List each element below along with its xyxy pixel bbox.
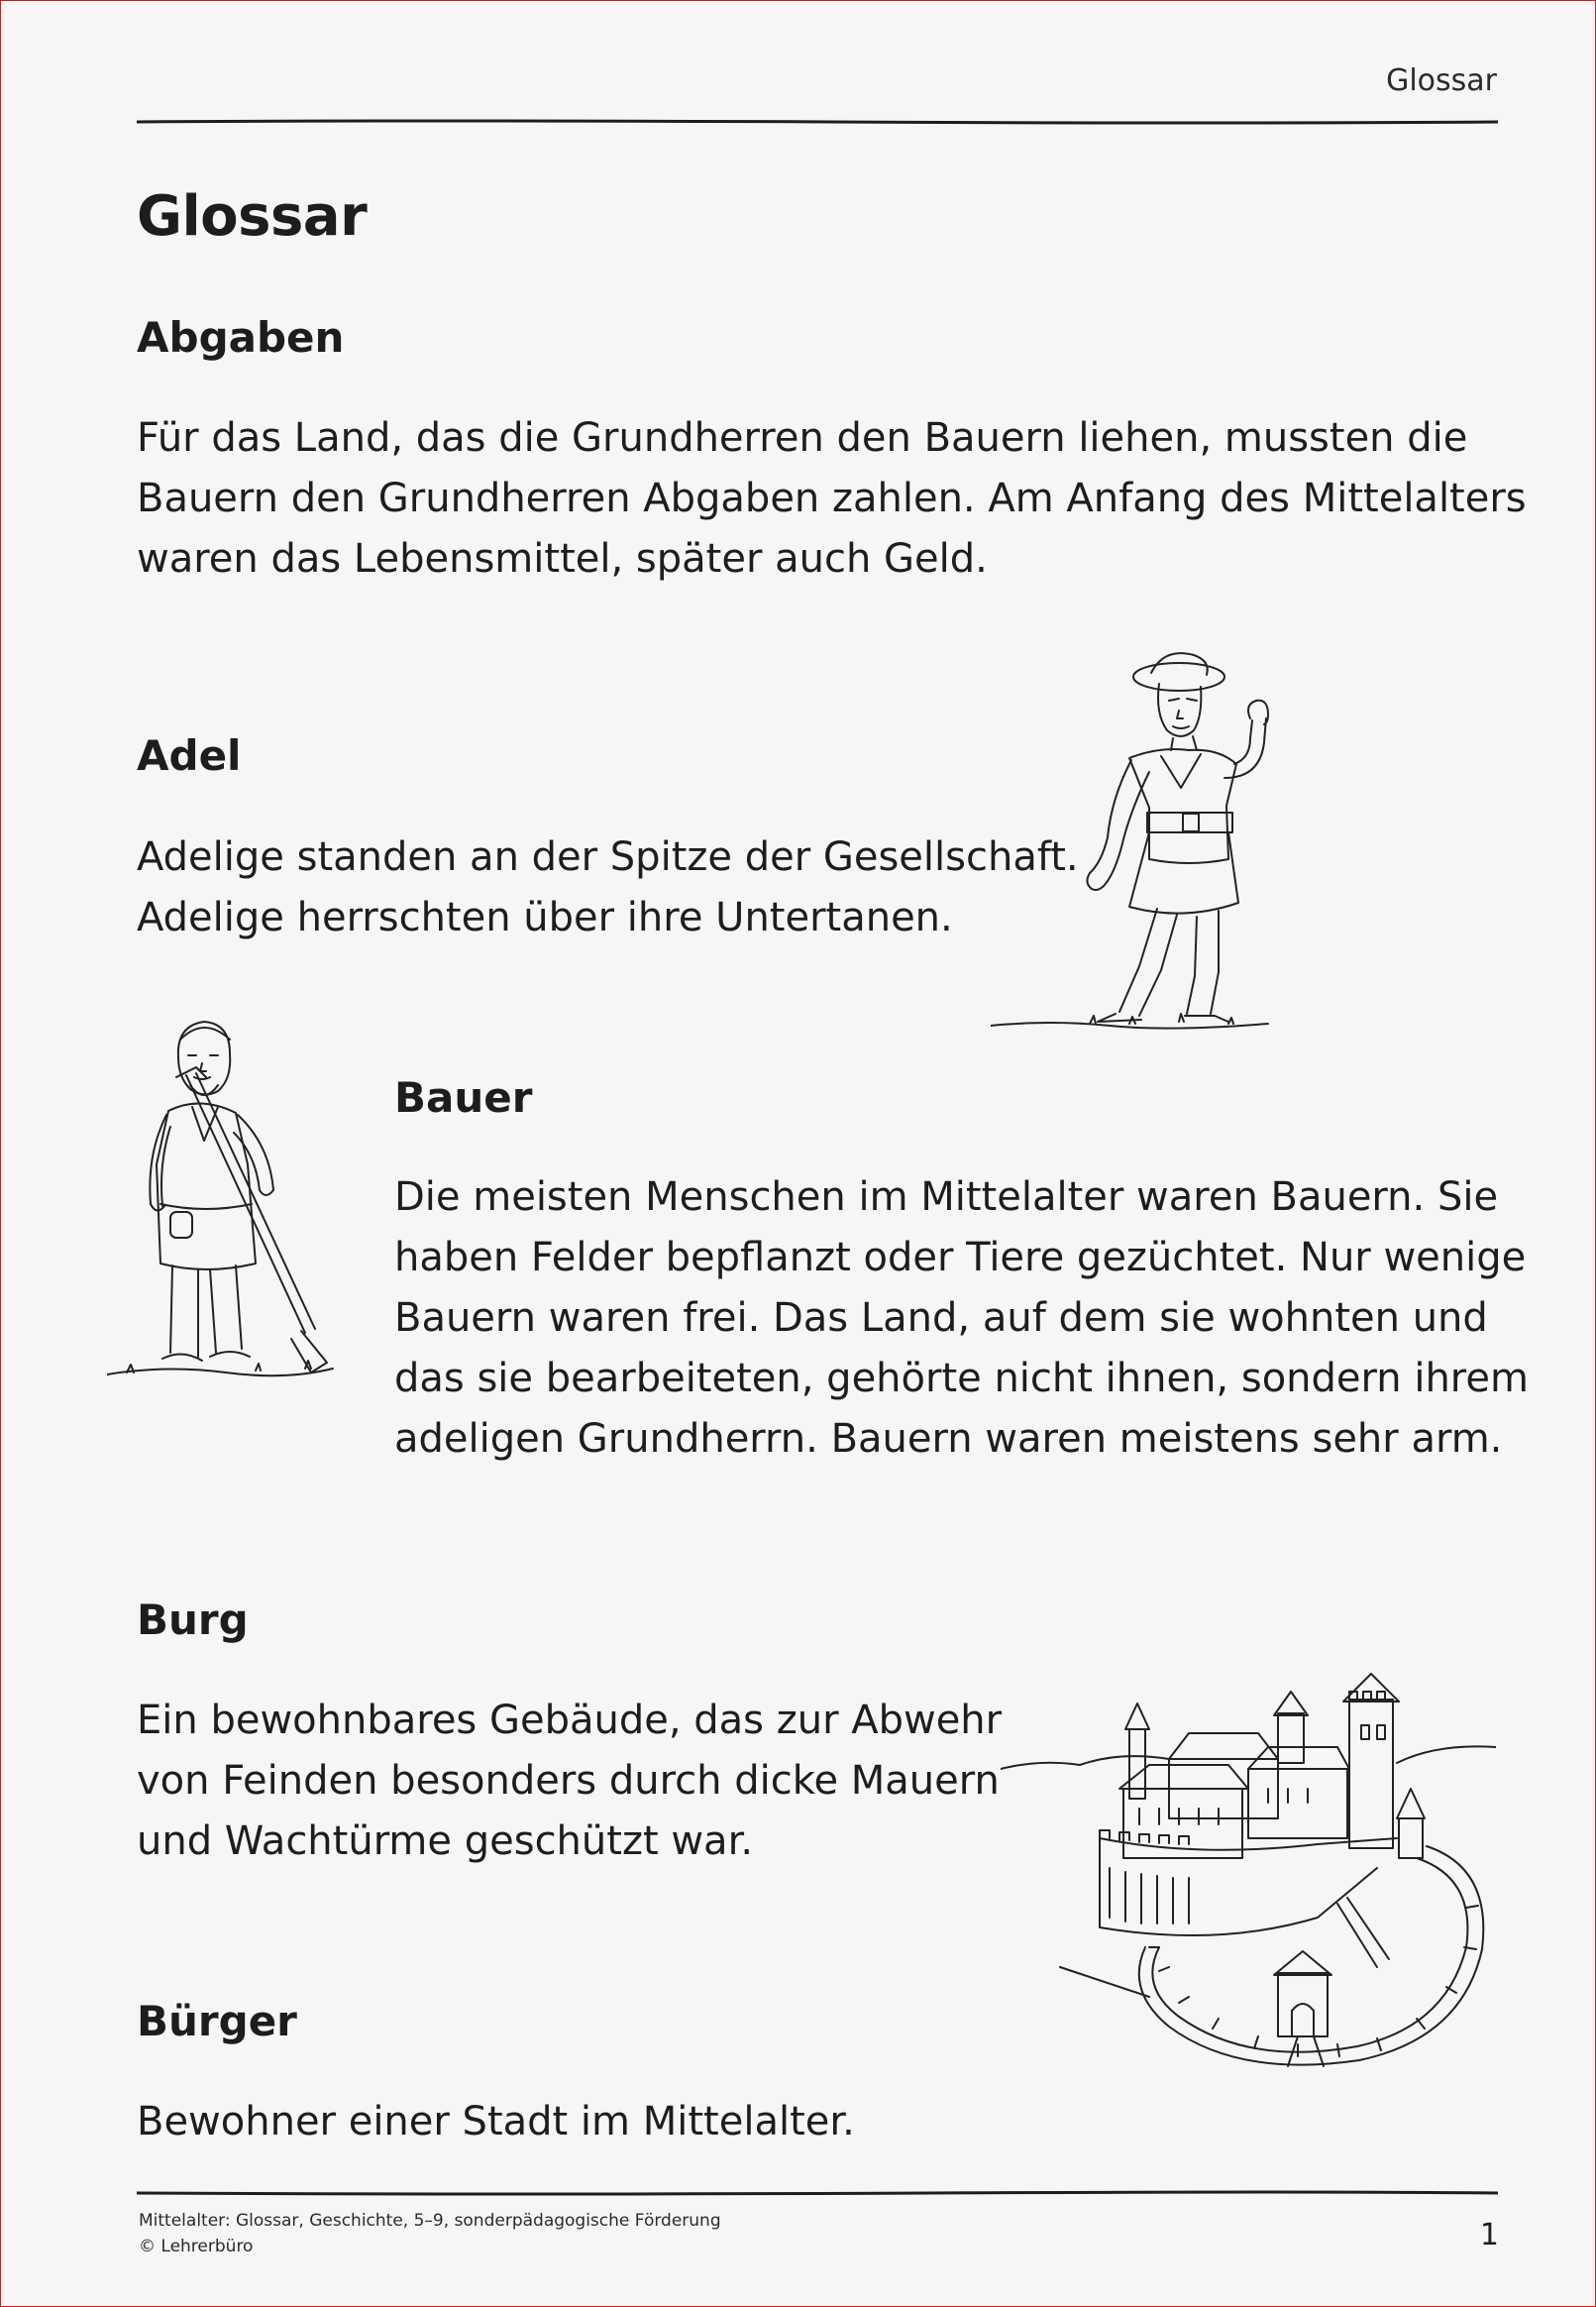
- footer-source-line: Mittelalter: Glossar, Geschichte, 5–9, sonderpädagogische Förderung: [139, 2211, 721, 2231]
- definition-line: Die meisten Menschen im Mittelalter waren Bauern. Sie: [394, 1174, 1499, 1220]
- definition-bauer: [394, 1167, 1529, 1470]
- definition-line: Ein bewohnbares Gebäude, das zur Abwehr: [137, 1698, 1003, 1743]
- term-burg: Burg: [137, 1595, 249, 1644]
- footer-rule: [137, 2188, 1498, 2198]
- definition-line: Bewohner einer Stadt im Mittelalter.: [137, 2099, 855, 2144]
- page-number: 1: [1479, 2218, 1499, 2252]
- running-header: Glossar: [1386, 63, 1497, 98]
- definition-line: Adelige herrschten über ihre Untertanen.: [137, 895, 953, 940]
- castle-illustration: [1001, 1670, 1496, 2076]
- definition-line: adeligen Grundherrn. Bauern waren meistens sehr arm.: [394, 1416, 1503, 1462]
- header-rule: [137, 117, 1498, 127]
- definition-line: Für das Land, das die Grundherren den Bauern liehen, mussten die: [137, 415, 1468, 461]
- term-adel: Adel: [137, 731, 242, 780]
- page-title: Glossar: [137, 184, 368, 249]
- definition-line: Bauern den Grundherren Abgaben zahlen. Am Anfang des Mittelalters: [137, 476, 1527, 521]
- definition-line: haben Felder bepflanzt oder Tiere gezüchtet. Nur wenige: [394, 1235, 1527, 1280]
- footer-source: [139, 2208, 721, 2259]
- nobleman-illustration: [991, 639, 1288, 1036]
- definition-line: waren das Lebensmittel, später auch Geld.: [137, 536, 988, 582]
- definition-line: Adelige standen an der Spitze der Gesellschaft.: [137, 834, 1079, 880]
- footer-copyright: © Lehrerbüro: [139, 2237, 254, 2256]
- definition-buerger: [137, 2092, 855, 2152]
- definition-line: das sie bearbeiteten, gehörte nicht ihnen, sondern ihrem: [394, 1356, 1529, 1401]
- term-bauer: Bauer: [394, 1073, 533, 1122]
- term-buerger: Bürger: [137, 1997, 297, 2045]
- definition-line: von Feinden besonders durch dicke Mauern: [137, 1758, 1000, 1804]
- term-abgaben: Abgaben: [137, 313, 345, 362]
- peasant-illustration: [107, 1016, 335, 1402]
- definition-adel: [137, 827, 1079, 948]
- definition-line: und Wachtürme geschützt war.: [137, 1818, 754, 1864]
- definition-abgaben: [137, 408, 1527, 590]
- definition-burg: [137, 1691, 1002, 1872]
- definition-line: Bauern waren frei. Das Land, auf dem sie wohnten und: [394, 1295, 1488, 1341]
